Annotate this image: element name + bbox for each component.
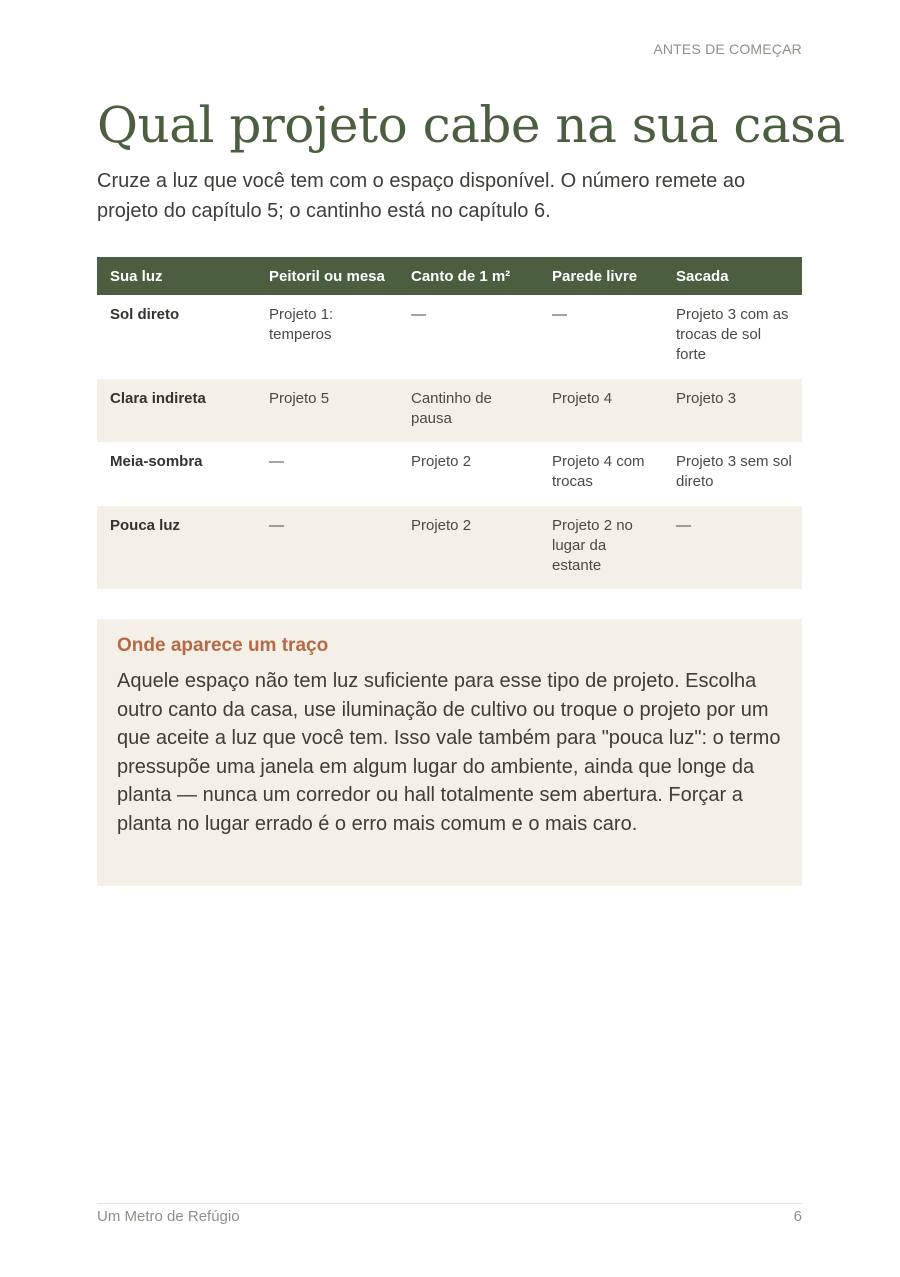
table-cell: Projeto 3 sem sol direto <box>676 453 792 490</box>
table-cell: — <box>269 453 284 470</box>
header-cell: Sacada <box>663 257 802 295</box>
lead-paragraph: Cruze a luz que você tem com o espaço disponível. O número remete ao projeto do capítulo 5; o cantinho está no capítulo 6. <box>97 170 746 222</box>
running-head: ANTES DE COMEÇAR <box>653 41 802 57</box>
dash-note-box <box>97 619 802 886</box>
header-cell: Canto de 1 m² <box>398 257 539 295</box>
table-cell: — <box>663 506 802 589</box>
row-label: Meia-sombra <box>110 453 203 470</box>
footer-divider <box>97 1203 802 1204</box>
table-cell: Projeto 2 <box>398 506 539 589</box>
table-cell: — <box>552 306 567 323</box>
footer-book-title: Um Metro de Refúgio <box>97 1208 240 1225</box>
table-cell: Projeto 2 <box>411 453 472 470</box>
table-cell: — <box>411 306 426 323</box>
note-body: Aquele espaço não tem luz suficiente para esse tipo de projeto. Escolha outro canto da casa, use iluminação de cultivo ou troque o projeto por um que aceite a luz que você tem. Isso vale também para "pouca luz": o termo pressupõe uma janela em algum lugar do ambiente, ainda que longe da planta — nunca um corredor ou hall totalmente sem abertura. Forçar a planta no lugar errado é o erro mais comum e o mais caro. <box>117 670 781 835</box>
table-row <box>97 506 802 589</box>
table-cell: Projeto 3 <box>663 379 802 442</box>
table-row <box>97 442 802 506</box>
light-space-table <box>97 257 802 589</box>
row-label: Pouca luz <box>97 506 256 589</box>
row-label: Sol direto <box>110 306 180 323</box>
table-cell: Projeto 2 no lugar da estante <box>539 506 663 589</box>
page-number: 6 <box>793 1208 802 1225</box>
table-cell: Cantinho de pausa <box>398 379 539 442</box>
table-header-row <box>97 257 802 295</box>
table-row <box>97 295 802 379</box>
table-cell: — <box>256 506 398 589</box>
table-cell: Projeto 4 com trocas <box>552 453 645 490</box>
table-cell: Projeto 5 <box>256 379 398 442</box>
row-label: Clara indireta <box>97 379 256 442</box>
table-row <box>97 379 802 442</box>
table-cell: Projeto 3 com as trocas de sol forte <box>676 306 789 363</box>
header-cell: Peitoril ou mesa <box>256 257 398 295</box>
header-cell: Parede livre <box>539 257 663 295</box>
table-cell: Projeto 4 <box>539 379 663 442</box>
table-cell: Projeto 1: temperos <box>269 306 334 343</box>
note-title: Onde aparece um traço <box>117 635 329 656</box>
header-cell: Sua luz <box>97 257 256 295</box>
page-title: Qual projeto cabe na sua casa <box>97 96 845 154</box>
